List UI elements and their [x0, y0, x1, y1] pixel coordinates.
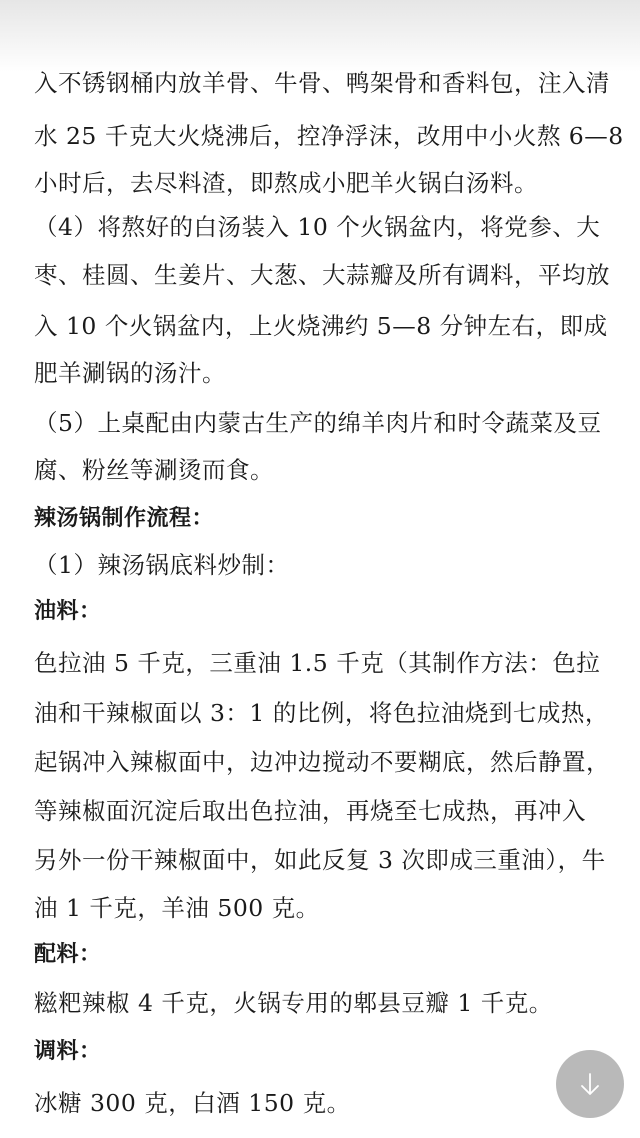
- text-line: 另外一份干辣椒面中，如此反复 3 次即成三重油），牛: [34, 846, 606, 874]
- scroll-down-button[interactable]: [556, 1050, 624, 1118]
- text-line: 油 1 千克，羊油 500 克。: [34, 894, 320, 922]
- subsection-heading: 油料：: [34, 599, 102, 624]
- text-line: 枣、桂圆、生姜片、大葱、大蒜瓣及所有调料，平均放: [34, 261, 610, 289]
- text-line: 油和干辣椒面以 3：1 的比例，将色拉油烧到七成热，: [34, 699, 609, 727]
- text-line: 冰糖 300 克，白酒 150 克。: [34, 1089, 351, 1117]
- section-heading: 辣汤锅制作流程：: [34, 506, 215, 531]
- arrow-down-icon: [575, 1069, 605, 1099]
- text-line: 入 10 个火锅盆内，上火烧沸约 5—8 分钟左右，即成: [34, 312, 608, 340]
- text-line: 起锅冲入辣椒面中，边冲边搅动不要糊底，然后静置，: [34, 748, 610, 776]
- text-line: 腐、粉丝等涮烫而食。: [34, 456, 274, 484]
- text-line: 入不锈钢桶内放羊骨、牛骨、鸭架骨和香料包，注入清: [34, 69, 610, 97]
- text-line: 肥羊涮锅的汤汁。: [34, 359, 226, 387]
- subsection-heading: 调料：: [34, 1039, 102, 1064]
- text-line: 等辣椒面沉淀后取出色拉油，再烧至七成热，再冲入: [34, 797, 586, 825]
- text-line: 色拉油 5 千克，三重油 1.5 千克（其制作方法：色拉: [34, 649, 601, 677]
- text-line: 糍粑辣椒 4 千克，火锅专用的郫县豆瓣 1 千克。: [34, 989, 553, 1017]
- text-line: 小时后，去尽料渣，即熬成小肥羊火锅白汤料。: [34, 169, 538, 197]
- text-line: （5）上桌配由内蒙古生产的绵羊肉片和时令蔬菜及豆: [34, 409, 602, 437]
- text-line: 水 25 千克大火烧沸后，控净浮沫，改用中小火熬 6—8: [34, 122, 624, 150]
- text-line: （1）辣汤锅底料炒制：: [34, 551, 290, 579]
- subsection-heading: 配料：: [34, 942, 102, 967]
- text-line: （4）将熬好的白汤装入 10 个火锅盆内，将党参、大: [34, 213, 601, 241]
